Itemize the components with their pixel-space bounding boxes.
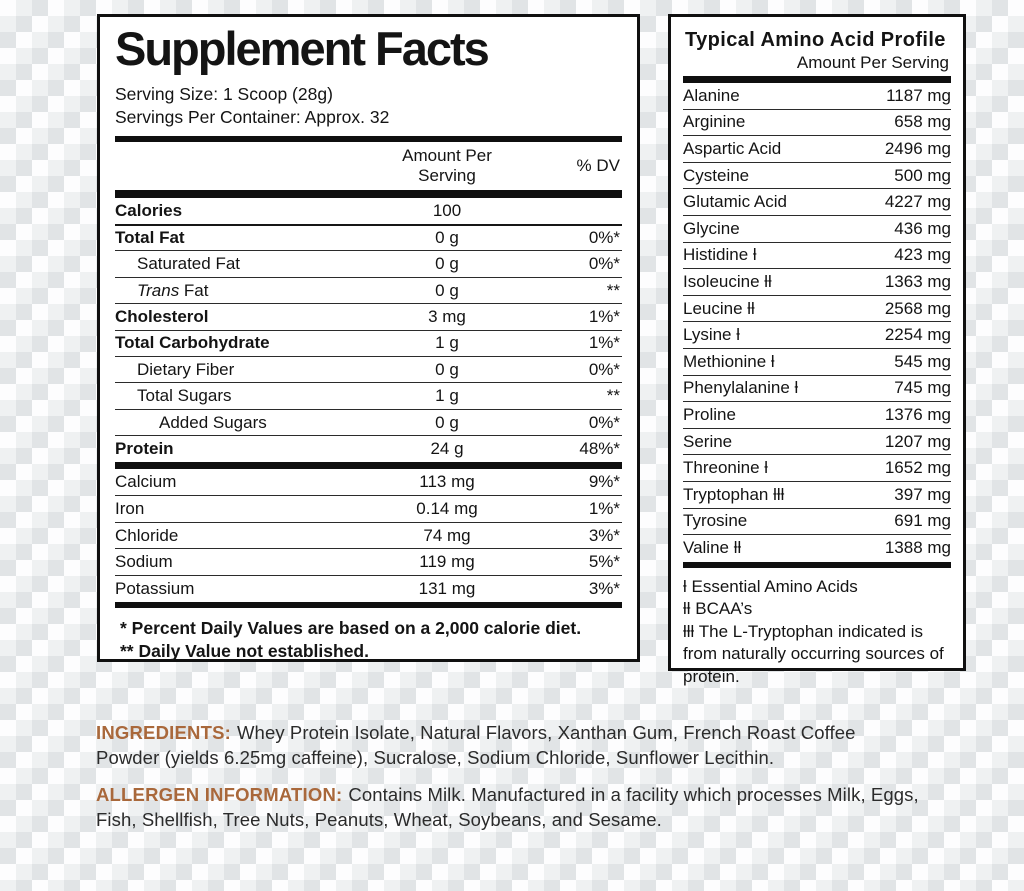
table-row bbox=[683, 509, 951, 536]
amount-value: 0 g bbox=[435, 280, 459, 300]
amino-acid-name: Lysine ƚ bbox=[683, 325, 741, 345]
amino-acid-name: Alanine bbox=[683, 85, 740, 105]
allergen-label: ALLERGEN INFORMATION: bbox=[96, 783, 343, 805]
table-row bbox=[115, 522, 622, 549]
table-row bbox=[683, 455, 951, 482]
amino-acid-amount: 1388 mg bbox=[884, 538, 951, 558]
table-row bbox=[115, 224, 622, 250]
amount-value: 131 mg bbox=[418, 578, 476, 598]
table-row bbox=[115, 250, 622, 276]
nutrient-name: Dietary Fiber bbox=[137, 359, 235, 379]
daily-value: 48%* bbox=[579, 438, 620, 458]
table-row bbox=[683, 189, 951, 216]
amino-rows bbox=[683, 83, 951, 562]
table-row bbox=[115, 277, 622, 303]
amino-acid-name: Valine ƚƚ bbox=[683, 538, 742, 558]
divider-bar bbox=[115, 462, 622, 469]
amino-acid-amount: 2496 mg bbox=[884, 138, 951, 158]
nutrient-name: Trans Fat bbox=[137, 280, 209, 300]
amount-value: 74 mg bbox=[423, 525, 471, 545]
table-row bbox=[115, 356, 622, 382]
divider-bar bbox=[115, 190, 622, 198]
amino-profile-title: Typical Amino Acid Profile bbox=[685, 29, 946, 51]
amino-acid-amount: 691 mg bbox=[894, 511, 951, 531]
table-row bbox=[683, 269, 951, 296]
amino-acid-panel bbox=[668, 14, 966, 686]
amount-value: 0.14 mg bbox=[416, 498, 478, 518]
daily-value: 1%* bbox=[588, 498, 620, 518]
amino-acid-name: Phenylalanine ƚ bbox=[683, 378, 799, 398]
nutrient-name: Total Fat bbox=[115, 228, 185, 248]
amino-acid-amount: 545 mg bbox=[894, 351, 951, 371]
percent-dv-header: % DV bbox=[576, 155, 620, 175]
amino-acid-amount: 658 mg bbox=[894, 112, 951, 132]
divider-bar bbox=[683, 76, 951, 83]
amino-acid-name: Arginine bbox=[683, 112, 746, 132]
amino-acid-name: Aspartic Acid bbox=[683, 138, 782, 158]
nutrient-name: Total Carbohydrate bbox=[115, 333, 270, 353]
amount-value: 113 mg bbox=[419, 471, 475, 491]
table-row bbox=[683, 296, 951, 323]
amino-acid-amount: 4227 mg bbox=[884, 192, 951, 212]
nutrient-name: Saturated Fat bbox=[137, 254, 241, 274]
supplement-facts-title: Supplement Facts bbox=[115, 22, 488, 75]
daily-value: 0%* bbox=[588, 254, 620, 274]
table-row bbox=[115, 575, 622, 602]
table-row bbox=[115, 495, 622, 522]
nutrient-name: Added Sugars bbox=[159, 412, 267, 432]
nutrient-name: Protein bbox=[115, 438, 174, 458]
table-row bbox=[683, 163, 951, 190]
table-row bbox=[683, 349, 951, 376]
nutrient-name: Calcium bbox=[115, 471, 177, 491]
amount-value: 100 bbox=[432, 200, 462, 220]
amino-acid-amount: 1363 mg bbox=[884, 271, 951, 291]
daily-value: 0%* bbox=[588, 228, 620, 248]
amount-value: 3 mg bbox=[428, 306, 466, 326]
amino-acid-name: Leucine ƚƚ bbox=[683, 298, 755, 318]
mineral-rows bbox=[115, 469, 622, 602]
daily-value: 3%* bbox=[588, 525, 620, 545]
nutrient-name: Cholesterol bbox=[115, 306, 209, 326]
divider-bar bbox=[115, 602, 622, 608]
table-row bbox=[683, 110, 951, 137]
divider-bar bbox=[683, 562, 951, 568]
amount-value: 0 g bbox=[435, 412, 459, 432]
nutrient-rows bbox=[115, 198, 622, 462]
amount-per-serving-header: Amount Per Serving bbox=[402, 145, 492, 185]
amino-acid-name: Serine bbox=[683, 431, 733, 451]
nutrient-name: Chloride bbox=[115, 525, 179, 545]
daily-value: 1%* bbox=[588, 333, 620, 353]
amino-acid-name: Glutamic Acid bbox=[683, 192, 787, 212]
amino-acid-amount: 423 mg bbox=[894, 245, 951, 265]
nutrient-name: Sodium bbox=[115, 552, 173, 572]
amino-footnotes bbox=[683, 576, 951, 689]
table-row bbox=[683, 216, 951, 243]
table-row bbox=[115, 198, 622, 224]
amino-acid-name: Glycine bbox=[683, 218, 740, 238]
amino-acid-amount: 1207 mg bbox=[884, 431, 951, 451]
nutrient-name: Iron bbox=[115, 498, 145, 518]
allergen-paragraph bbox=[96, 782, 934, 833]
amino-acid-amount: 436 mg bbox=[894, 218, 951, 238]
ingredients-label: INGREDIENTS: bbox=[96, 721, 231, 743]
amino-amount-per-serving-header: Amount Per Serving bbox=[796, 53, 949, 72]
table-row bbox=[115, 303, 622, 329]
amino-acid-amount: 2568 mg bbox=[884, 298, 951, 318]
amount-value: 1 g bbox=[435, 333, 459, 353]
amino-acid-amount: 745 mg bbox=[894, 378, 951, 398]
amino-acid-name: Proline bbox=[683, 404, 736, 424]
ingredients-text: Whey Protein Isolate, Natural Flavors, Xanthan Gum, French Roast Coffee Powder (yields 6.25mg caffeine), Sucralose, Sodium Chloride, Sunflower Lecithin. bbox=[96, 721, 856, 768]
footnote-line: ** Daily Value not established. bbox=[120, 640, 369, 661]
amino-acid-amount: 1652 mg bbox=[884, 458, 951, 478]
table-row bbox=[115, 330, 622, 356]
amino-acid-amount: 1376 mg bbox=[884, 404, 951, 424]
daily-value: 3%* bbox=[588, 578, 620, 598]
table-row bbox=[115, 548, 622, 575]
table-row bbox=[683, 535, 951, 562]
amount-value: 24 g bbox=[430, 438, 464, 458]
amino-acid-name: Methionine ƚ bbox=[683, 351, 775, 371]
facts-footnotes bbox=[115, 617, 622, 663]
table-row bbox=[115, 435, 622, 461]
amount-value: 0 g bbox=[435, 228, 459, 248]
table-row bbox=[683, 429, 951, 456]
amount-value: 0 g bbox=[435, 359, 459, 379]
table-row bbox=[683, 136, 951, 163]
table-row bbox=[683, 376, 951, 403]
table-row bbox=[683, 402, 951, 429]
amino-acid-name: Tyrosine bbox=[683, 511, 748, 531]
daily-value: ** bbox=[606, 386, 620, 406]
amino-footnote-line: ƚƚƚ The L-Tryptophan indicated is from naturally occurring sources of protein. bbox=[683, 621, 944, 686]
nutrient-name: Total Sugars bbox=[137, 386, 232, 406]
supplement-facts-panel bbox=[97, 14, 640, 662]
amount-value: 1 g bbox=[435, 386, 459, 406]
amino-acid-amount: 1187 mg bbox=[886, 85, 951, 105]
amino-acid-name: Tryptophan ƚƚƚ bbox=[683, 484, 785, 504]
amino-acid-name: Threonine ƚ bbox=[683, 458, 769, 478]
amino-acid-name: Histidine ƚ bbox=[683, 245, 757, 265]
amino-acid-name: Cysteine bbox=[683, 165, 750, 185]
amount-value: 119 mg bbox=[419, 552, 475, 572]
table-row bbox=[115, 409, 622, 435]
column-header-row bbox=[115, 142, 622, 190]
amino-acid-amount: 397 mg bbox=[894, 484, 951, 504]
amino-footnote-line: ƚ Essential Amino Acids bbox=[683, 576, 858, 596]
daily-value: 5%* bbox=[588, 552, 620, 572]
amino-footnote-line: ƚƚ BCAA’s bbox=[683, 599, 753, 619]
amino-acid-amount: 500 mg bbox=[894, 165, 951, 185]
servings-per-container: Servings Per Container: Approx. 32 bbox=[115, 106, 390, 127]
allergen-text: Contains Milk. Manufactured in a facility which processes Milk, Eggs, Fish, Shellfish, Tree Nuts, Peanuts, Wheat, Soybeans, and Sesame. bbox=[96, 783, 919, 830]
daily-value: 1%* bbox=[588, 306, 620, 326]
amino-acid-name: Isoleucine ƚƚ bbox=[683, 271, 772, 291]
ingredients-paragraph bbox=[96, 720, 908, 771]
daily-value: ** bbox=[606, 280, 620, 300]
nutrient-name: Potassium bbox=[115, 578, 195, 598]
footnote-line: * Percent Daily Values are based on a 2,000 calorie diet. bbox=[120, 617, 582, 638]
daily-value: 0%* bbox=[588, 412, 620, 432]
table-row bbox=[683, 482, 951, 509]
amount-value: 0 g bbox=[435, 254, 459, 274]
table-row bbox=[683, 243, 951, 270]
amino-acid-amount: 2254 mg bbox=[884, 325, 951, 345]
table-row bbox=[683, 83, 951, 110]
table-row bbox=[115, 382, 622, 408]
daily-value: 0%* bbox=[588, 359, 620, 379]
table-row bbox=[683, 322, 951, 349]
daily-value: 9%* bbox=[588, 471, 620, 491]
table-row bbox=[115, 469, 622, 496]
nutrient-name: Calories bbox=[115, 200, 183, 220]
serving-size: Serving Size: 1 Scoop (28g) bbox=[115, 83, 333, 104]
